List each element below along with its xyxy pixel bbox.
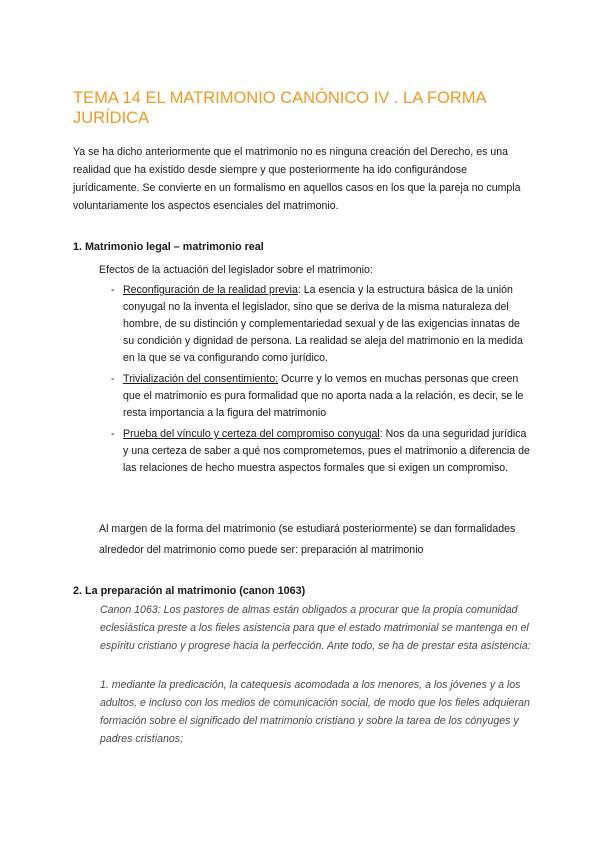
item-term: Trivialización del consentimiento: [123,373,279,385]
intro-paragraph: Ya se ha dicho anteriormente que el matrimonio no es ninguna creación del Derecho, es una realidad que ha existido desde siempre y que posteriormente ha ido configurándose jurídicamente. Se convierte en un formalismo en aquellos casos en los que la pareja no cumpla voluntariamente los aspectos esenciales del matrimonio. [73,146,521,212]
section-1-closing: Al margen de la forma del matrimonio (se estudiará posteriormente) se dan formalidades alrededor del matrimonio como puede ser: preparación al matrimonio [99,523,516,556]
section-1-heading: 1. Matrimonio legal – matrimonio real [73,241,264,253]
section-1-lead: Efectos de la actuación del legislador sobre el matrimonio: [99,264,373,276]
page-title: TEMA 14 EL MATRIMONIO CANÓNICO IV . LA FORMA JURÍDICA [73,89,486,127]
section-2-heading: 2. La preparación al matrimonio (canon 1063) [73,585,306,597]
list-item [108,426,533,477]
effects-list [108,282,533,481]
item-text: Ocurre y lo vemos en muchas personas que creen que el matrimonio es pura formalidad que no aporta nada a la relación, es decir, se le resta importancia a la figura del matrimonio [123,373,524,419]
dash-bullet: - [111,428,115,440]
item-term: Prueba del vínculo y certeza del compromiso conyugal [123,428,380,440]
dash-bullet: - [111,373,115,385]
item-text: : La esencia y la estructura básica de la unión conyugal no la inventa el legislador, sino que se deriva de la misma naturaleza del hombre, de su distinción y complementariedad sexual y de las exigencias innatas de su condición y dignidad de persona. La realidad se aleja del matrimonio en la medida en la que se va configurando como jurídico. [123,284,523,364]
dash-bullet: - [111,284,115,296]
canon-quote: Canon 1063: Los pastores de almas están obligados a procurar que la propia comunidad eclesiástica preste a los fieles asistencia para que el estado matrimonial se mantenga en el espíritu cristiano y progrese hacia la perfección. Ante todo, se ha de prestar esta asistencia: [100,604,531,652]
canon-quote-item: 1. mediante la predicación, la catequesis acomodada a los menores, a los jóvenes y a los adultos, e incluso con los medios de comunicación social, de modo que los fieles adquieran formación sobre el significado del matrimonio cristiano y sobre la tarea de los cónyuges y padres cristianos; [100,679,530,745]
list-item [108,282,533,367]
list-item [108,371,533,422]
item-term: Reconfiguración de la realidad previa [123,284,298,296]
item-text: : Nos da una seguridad jurídica y una certeza de saber a qué nos comprometemos, pues el matrimonio a diferencia de las relaciones de hecho muestra aspectos formales que si exigen un compromiso. [123,428,530,474]
